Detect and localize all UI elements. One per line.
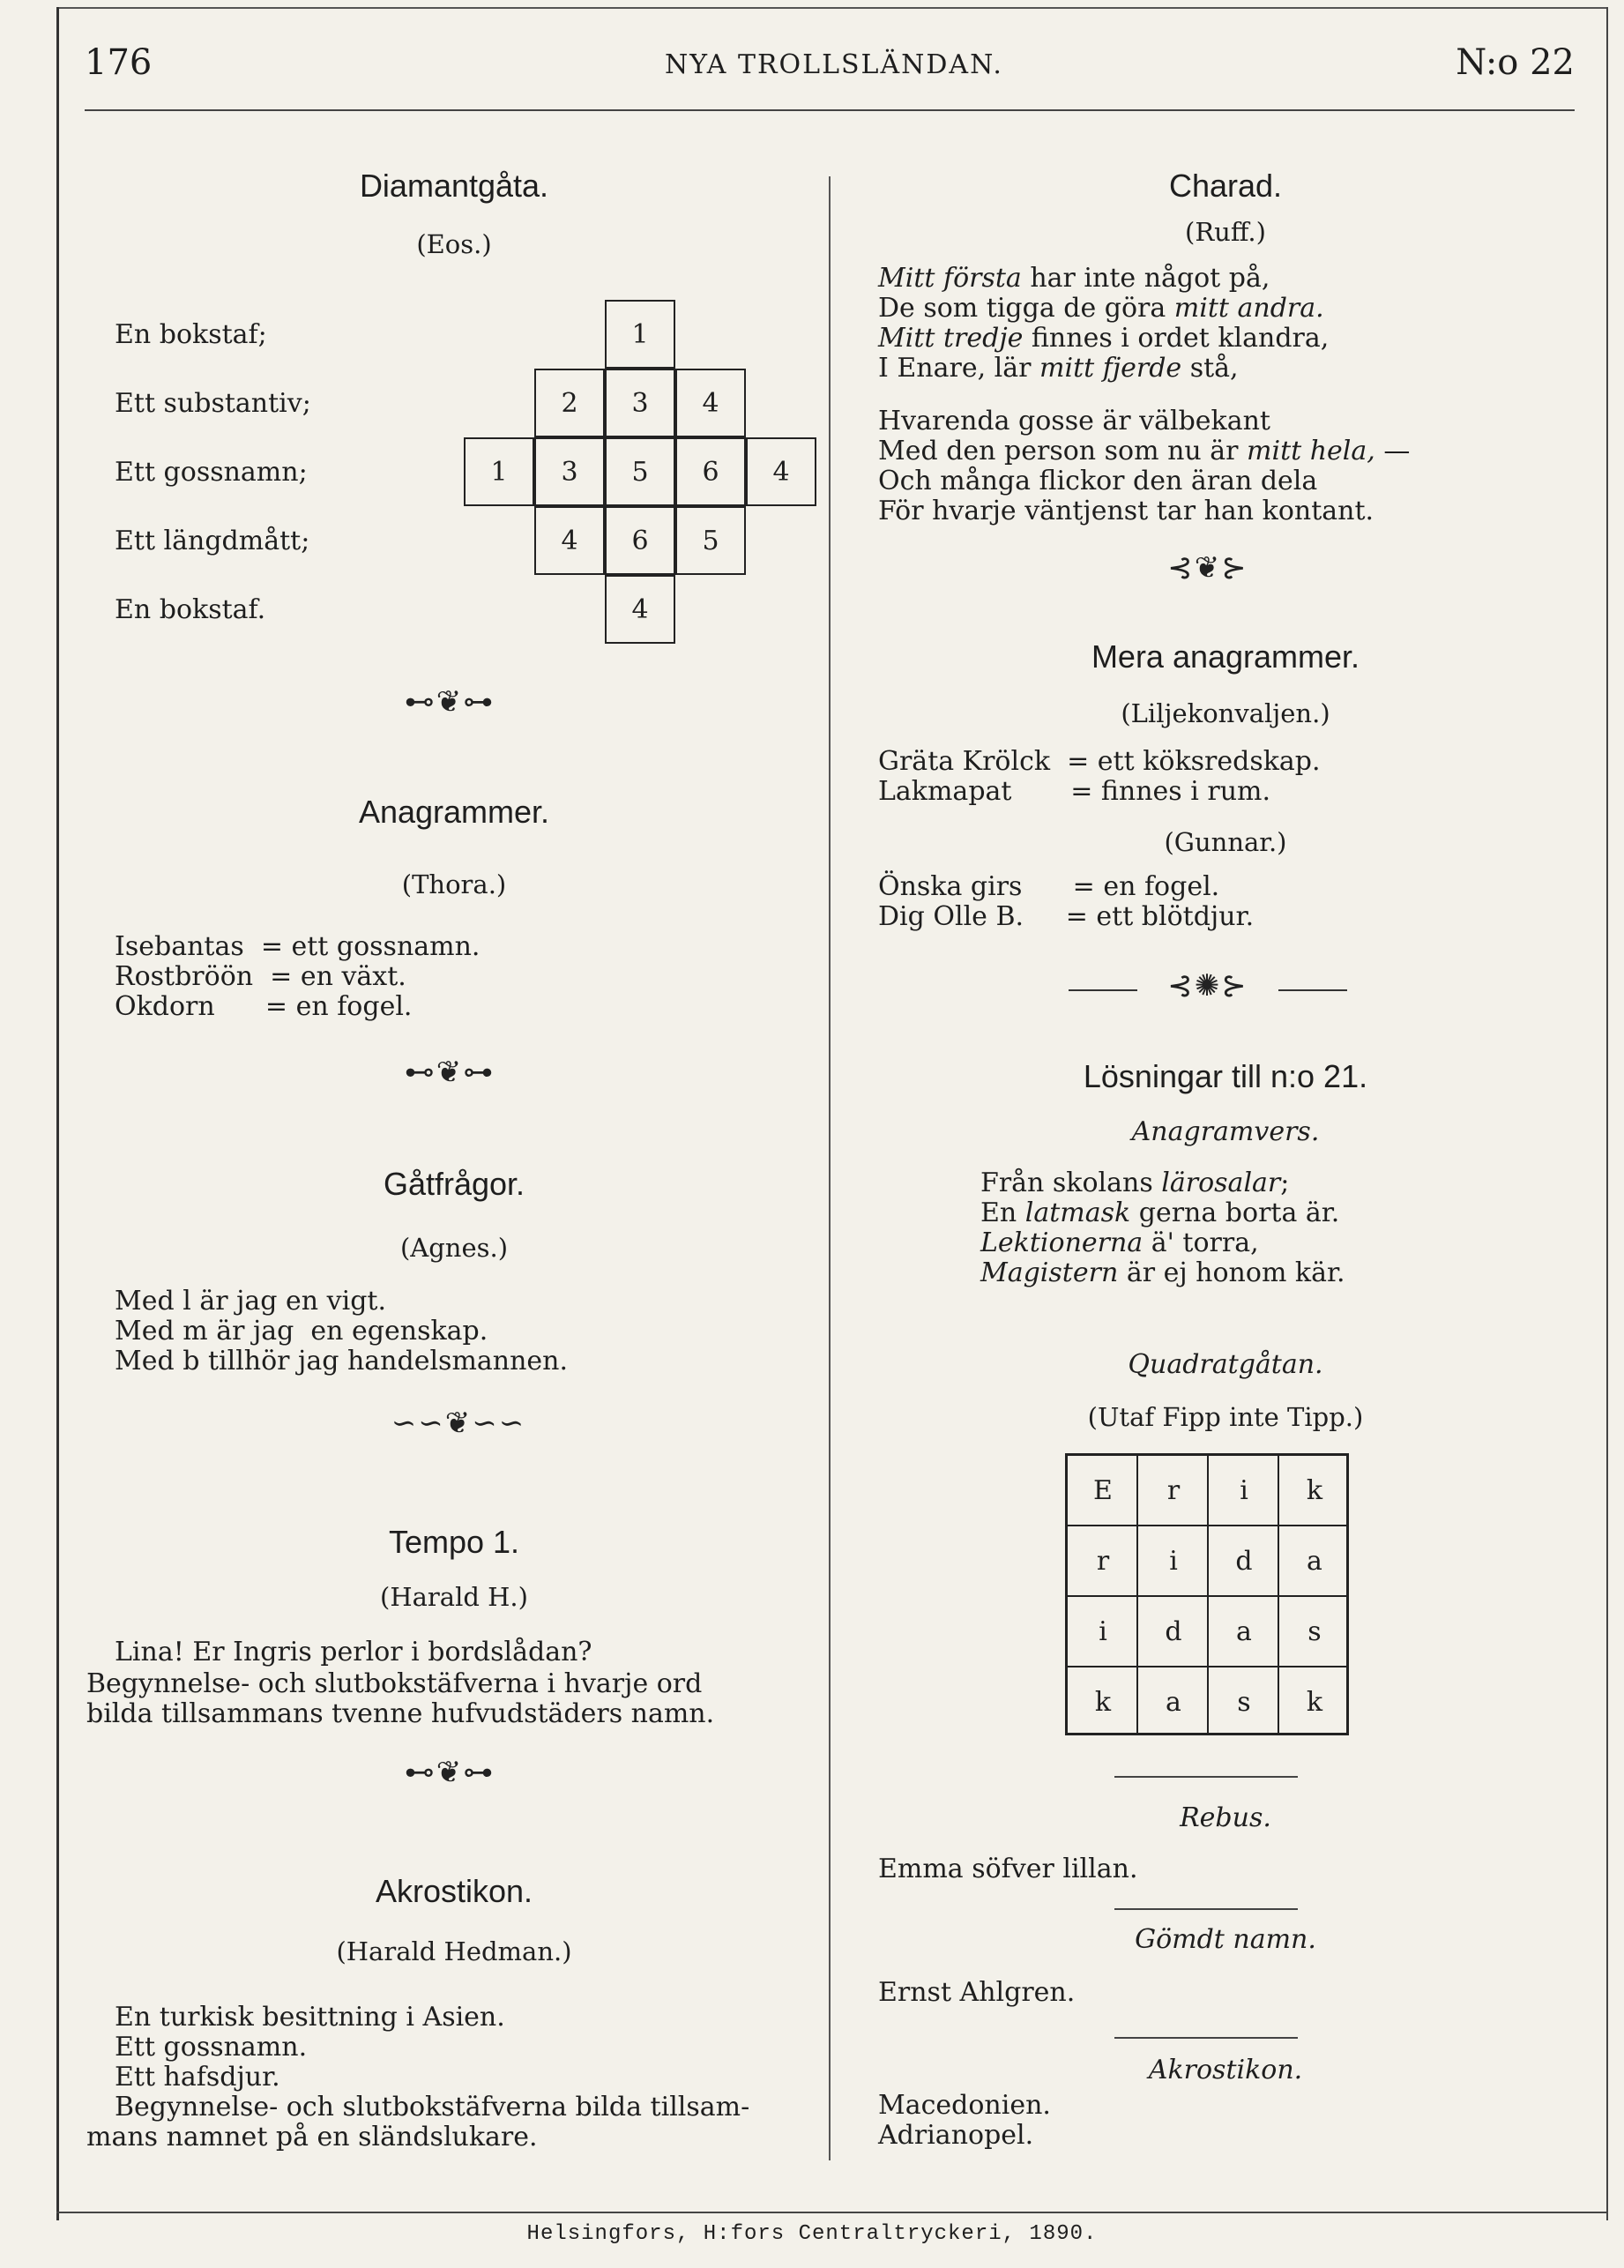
- diamond-cell: 6: [675, 437, 746, 506]
- page-border-right: [1606, 7, 1608, 2220]
- quadrat-cell: a: [1166, 1686, 1181, 1718]
- charad-line: Mitt första har inte något på,: [878, 263, 1270, 294]
- akrostikon-solution-title: Akrostikon.: [1148, 2055, 1303, 2085]
- diamond-cell: 4: [746, 437, 816, 506]
- quadrat-cell: a: [1307, 1545, 1322, 1577]
- akrostikon-title: Akrostikon.: [375, 1873, 533, 1909]
- quadrat-cell: a: [1236, 1615, 1252, 1647]
- quadrat-cell: r: [1166, 1474, 1181, 1506]
- charad-author: (Ruff.): [1185, 217, 1266, 247]
- ornament-divider: ⊷❦⊶: [404, 1755, 495, 1790]
- page-number: 176: [85, 42, 153, 83]
- anagram-line: Okdorn = en fogel.: [115, 991, 413, 1022]
- anagramvers-line: Lektionerna ä' torra,: [980, 1227, 1259, 1258]
- quadrat-cell: E: [1093, 1474, 1113, 1506]
- quadrat-cell: d: [1165, 1615, 1182, 1647]
- quadrat-cell: i: [1169, 1545, 1178, 1577]
- mera-line: Önska girs = en fogel.: [878, 871, 1220, 902]
- diamond-cell: 6: [605, 506, 675, 575]
- anagramvers-line: Från skolans lärosalar;: [980, 1168, 1290, 1198]
- column-separator: [829, 176, 831, 2160]
- rebus-title: Rebus.: [1180, 1802, 1271, 1833]
- diamond-cell: 4: [675, 369, 746, 437]
- gomdt-namn-title: Gömdt namn.: [1135, 1924, 1316, 1955]
- quadrat-title: Quadratgåtan.: [1128, 1349, 1323, 1380]
- diamond-cell: 4: [605, 575, 675, 644]
- diamant-clue: Ett gossnamn;: [115, 457, 308, 488]
- page-border-top: [56, 7, 1608, 9]
- diamond-cell: 1: [464, 437, 534, 506]
- diamond-cell: 4: [534, 506, 605, 575]
- page-header: [85, 42, 1583, 95]
- diamond-cell: 3: [534, 437, 605, 506]
- gatfragor-title: Gåtfrågor.: [383, 1166, 525, 1202]
- tempo-title: Tempo 1.: [388, 1524, 520, 1560]
- charad-title: Charad.: [1168, 168, 1283, 204]
- anagramvers-line: En latmask gerna borta är.: [980, 1197, 1340, 1228]
- gomdt-namn-solution: Ernst Ahlgren.: [878, 1977, 1076, 2008]
- mera-line: Lakmapat = finnes i rum.: [878, 776, 1271, 807]
- diamond-cell: 5: [605, 437, 675, 506]
- anagrammer-title: Anagrammer.: [358, 794, 550, 830]
- anagramvers-line: Magistern är ej honom kär.: [980, 1257, 1345, 1288]
- quadrat-cell: k: [1306, 1686, 1323, 1718]
- akrostikon-solution: Adrianopel.: [878, 2120, 1034, 2151]
- diamant-author: (Eos.): [416, 229, 492, 259]
- mera-line: Dig Olle B. = ett blötdjur.: [878, 901, 1255, 932]
- mera-anagrammer-title: Mera anagrammer.: [1091, 638, 1360, 675]
- diamant-clue: Ett substantiv;: [115, 388, 311, 419]
- losningar-title: Lösningar till n:o 21.: [1083, 1058, 1368, 1094]
- akrostikon-line: Ett hafsdjur.: [115, 2062, 280, 2093]
- quadrat-cell: k: [1094, 1686, 1112, 1718]
- rebus-solution: Emma söfver lillan.: [878, 1854, 1138, 1884]
- diamond-cell: 2: [534, 369, 605, 437]
- section-rule: [1114, 2037, 1298, 2039]
- charad-line: För hvarje väntjenst tar han kontant.: [878, 496, 1374, 526]
- anagramvers-title: Anagramvers.: [1131, 1116, 1320, 1147]
- diamond-cell: 5: [675, 506, 746, 575]
- tempo-line: bilda tillsammans tvenne hufvudstäders namn.: [86, 1698, 715, 1729]
- ornament-rosette: ⊰✺⊱: [1137, 968, 1278, 1003]
- quadrat-author: (Utaf Fipp inte Tipp.): [1087, 1402, 1364, 1432]
- ornament-divider: ⊷❦⊶: [404, 684, 495, 720]
- quadrat-cell: s: [1237, 1686, 1251, 1718]
- header-rule: [85, 109, 1575, 111]
- page-border-left: [56, 7, 59, 2220]
- diamond-cell: 3: [605, 369, 675, 437]
- publication-title: NYA TROLLSLÄNDAN.: [665, 49, 1003, 80]
- gatfragor-author: (Agnes.): [399, 1233, 509, 1263]
- diamant-clue: En bokstaf.: [115, 594, 266, 625]
- section-rule: [1114, 1776, 1298, 1778]
- footer-rule: [56, 2212, 1608, 2213]
- charad-line: Hvarenda gosse är välbekant: [878, 406, 1270, 436]
- anagram-line: Rostbröön = en växt.: [115, 961, 406, 992]
- quadrat-cell: i: [1240, 1474, 1248, 1506]
- gatfraga-line: Med l är jag en vigt.: [115, 1286, 386, 1317]
- diamant-clue: Ett längdmått;: [115, 526, 310, 556]
- quadrat-cell: d: [1235, 1545, 1253, 1577]
- gatfraga-line: Med m är jag en egenskap.: [115, 1316, 488, 1347]
- quadrat-grid: [1065, 1453, 1349, 1735]
- akrostikon-line: Ett gossnamn.: [115, 2032, 308, 2063]
- quadrat-cell: s: [1307, 1615, 1322, 1647]
- diamond-cell: 1: [605, 300, 675, 369]
- charad-line: I Enare, lär mitt fjerde stå,: [878, 353, 1239, 384]
- tempo-author: (Harald H.): [380, 1582, 528, 1612]
- charad-line: Mitt tredje finnes i ordet klandra,: [878, 323, 1330, 354]
- mera-author-2: (Gunnar.): [1164, 827, 1287, 857]
- printer-imprint: Helsingfors, H:fors Centraltryckeri, 1890.: [526, 2222, 1098, 2246]
- ornament-divider: ⊰❦⊱: [1167, 550, 1248, 586]
- diamant-title: Diamantgåta.: [359, 168, 549, 204]
- akrostikon-line: En turkisk besittning i Asien.: [115, 2002, 505, 2033]
- quadrat-cell: k: [1306, 1474, 1323, 1506]
- quadrat-cell: r: [1096, 1545, 1110, 1577]
- ornament-divider: ⊷❦⊶: [404, 1055, 495, 1090]
- anagram-line: Isebantas = ett gossnamn.: [115, 931, 480, 962]
- akrostikon-author: (Harald Hedman.): [336, 1936, 572, 1966]
- anagrammer-author: (Thora.): [401, 869, 507, 899]
- mera-line: Gräta Krölck = ett köksredskap.: [878, 746, 1321, 777]
- mera-author-1: (Liljekonvaljen.): [1121, 698, 1330, 728]
- charad-line: De som tigga de göra mitt andra.: [878, 293, 1324, 324]
- tempo-line: Begynnelse- och slutbokstäfverna i hvarje ord: [86, 1668, 703, 1699]
- akrostikon-line: mans namnet på en sländslukare.: [86, 2122, 538, 2152]
- akrostikon-solution: Macedonien.: [878, 2090, 1051, 2121]
- ornament-divider: ∽∽❦∽∽: [391, 1406, 526, 1441]
- charad-line: Med den person som nu är mitt hela, —: [878, 436, 1411, 466]
- quadrat-cell: i: [1099, 1615, 1107, 1647]
- tempo-line: Lina! Er Ingris perlor i bordslådan?: [115, 1637, 592, 1667]
- diamant-clue: En bokstaf;: [115, 319, 267, 350]
- issue-number: N:o 22: [1456, 42, 1575, 83]
- section-rule: [1114, 1908, 1298, 1910]
- gatfraga-line: Med b tillhör jag handelsmannen.: [115, 1346, 569, 1376]
- akrostikon-line: Begynnelse- och slutbokstäfverna bilda tillsam-: [115, 2092, 750, 2123]
- charad-line: Och många flickor den äran dela: [878, 466, 1318, 496]
